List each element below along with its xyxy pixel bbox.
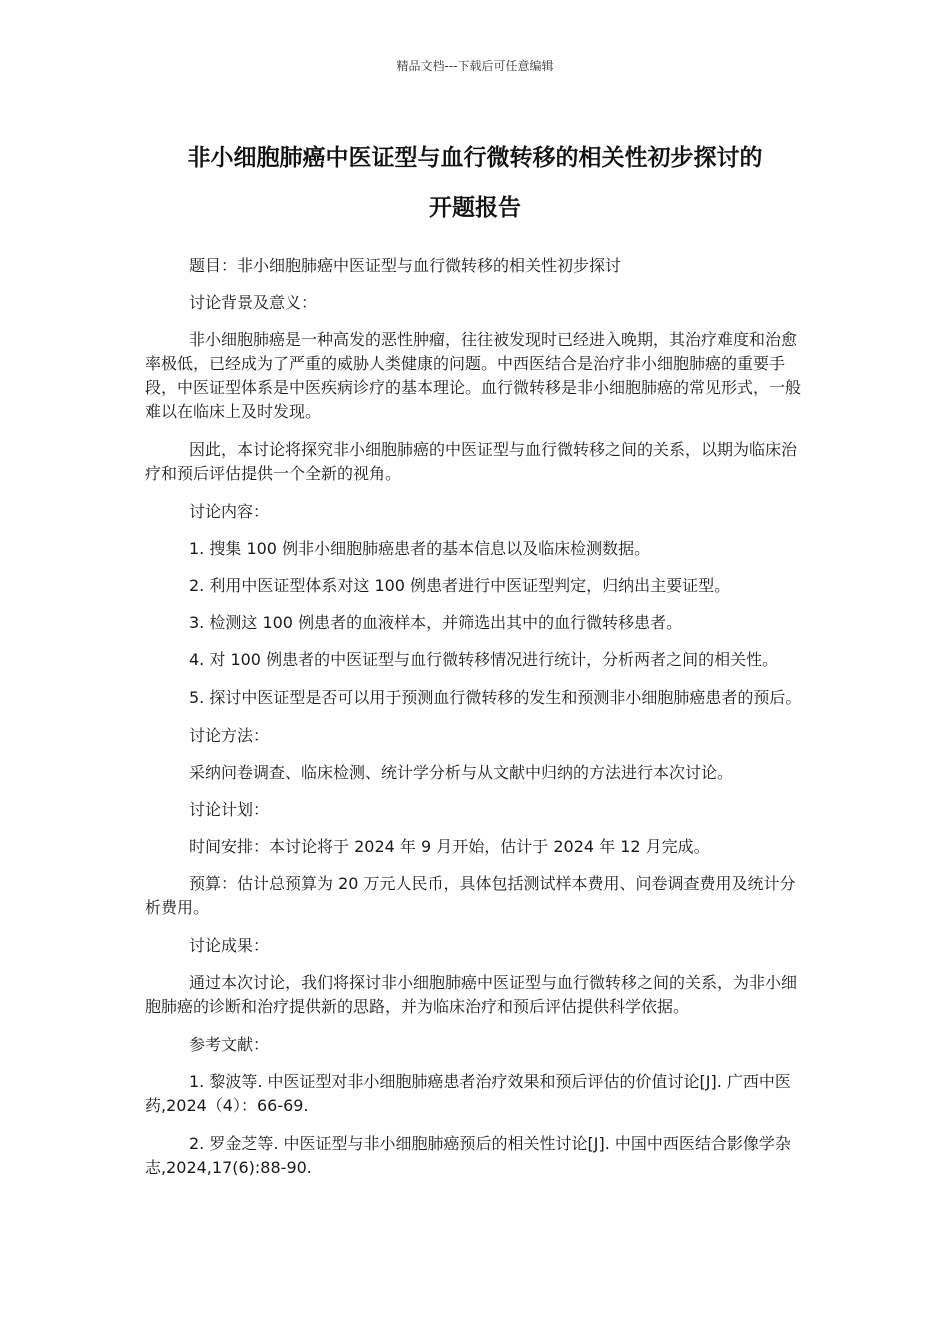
reference-item-1: 1. 黎波等. 中医证型对非小细胞肺癌患者治疗效果和预后评估的价值讨论[J]. 广西中医药,2024（4）：66-69. <box>145 1072 791 1115</box>
section-heading-references: 参考文献： <box>189 1035 270 1054</box>
content-item-2: 2. 利用中医证型体系对这 100 例患者进行中医证型判定，归纳出主要证型。 <box>189 576 731 595</box>
topic-line: 题目：非小细胞肺癌中医证型与血行微转移的相关性初步探讨 <box>189 256 622 275</box>
title-line-1: 非小细胞肺癌中医证型与血行微转移的相关性初步探讨的 <box>187 145 763 171</box>
content-item-1: 1. 搜集 100 例非小细胞肺癌患者的基本信息以及临床检测数据。 <box>189 539 651 558</box>
content-item-5: 5. 探讨中医证型是否可以用于预测血行微转移的发生和预测非小细胞肺癌患者的预后。 <box>189 688 802 707</box>
section-heading-background: 讨论背景及意义： <box>189 293 318 312</box>
page-header: 精品文档---下载后可任意编辑 <box>396 59 554 73</box>
purpose-paragraph: 因此，本讨论将探究非小细胞肺癌的中医证型与血行微转移之间的关系，以期为临床治疗和预后评估提供一个全新的视角。 <box>145 440 798 483</box>
document-title <box>145 133 805 233</box>
results-paragraph: 通过本次讨论，我们将探讨非小细胞肺癌中医证型与血行微转移之间的关系，为非小细胞肺癌的诊断和治疗提供新的思路，并为临床治疗和预后评估提供科学依据。 <box>145 973 798 1016</box>
title-line-2: 开题报告 <box>429 195 521 221</box>
reference-item-2: 2. 罗金芝等. 中医证型与非小细胞肺癌预后的相关性讨论[J]. 中国中西医结合影像学杂志,2024,17(6):88-90. <box>145 1134 791 1177</box>
budget-paragraph: 预算：估计总预算为 20 万元人民币，具体包括测试样本费用、问卷调查费用及统计分析费用。 <box>145 874 796 917</box>
document-body <box>145 254 805 1194</box>
method-paragraph: 采纳问卷调查、临床检测、统计学分析与从文献中归纳的方法进行本次讨论。 <box>189 763 734 782</box>
section-heading-content: 讨论内容： <box>189 502 270 521</box>
schedule-paragraph: 时间安排：本讨论将于 2024 年 9 月开始，估计于 2024 年 12 月完成。 <box>189 837 710 856</box>
content-item-3: 3. 检测这 100 例患者的血液样本，并筛选出其中的血行微转移患者。 <box>189 613 683 632</box>
content-item-4: 4. 对 100 例患者的中医证型与血行微转移情况进行统计，分析两者之间的相关性。 <box>189 650 779 669</box>
section-heading-plan: 讨论计划： <box>189 800 270 819</box>
background-paragraph: 非小细胞肺癌是一种高发的恶性肿瘤，往往被发现时已经进入晚期，其治疗难度和治愈率极低，已经成为了严重的威胁人类健康的问题。中西医结合是治疗非小细胞肺癌的重要手段，中医证型体系是中医疾病诊疗的基本理论。血行微转移是非小细胞肺癌的常见形式，一般难以在临床上及时发现。 <box>145 330 802 421</box>
section-heading-results: 讨论成果： <box>189 936 270 955</box>
section-heading-method: 讨论方法： <box>189 726 270 745</box>
